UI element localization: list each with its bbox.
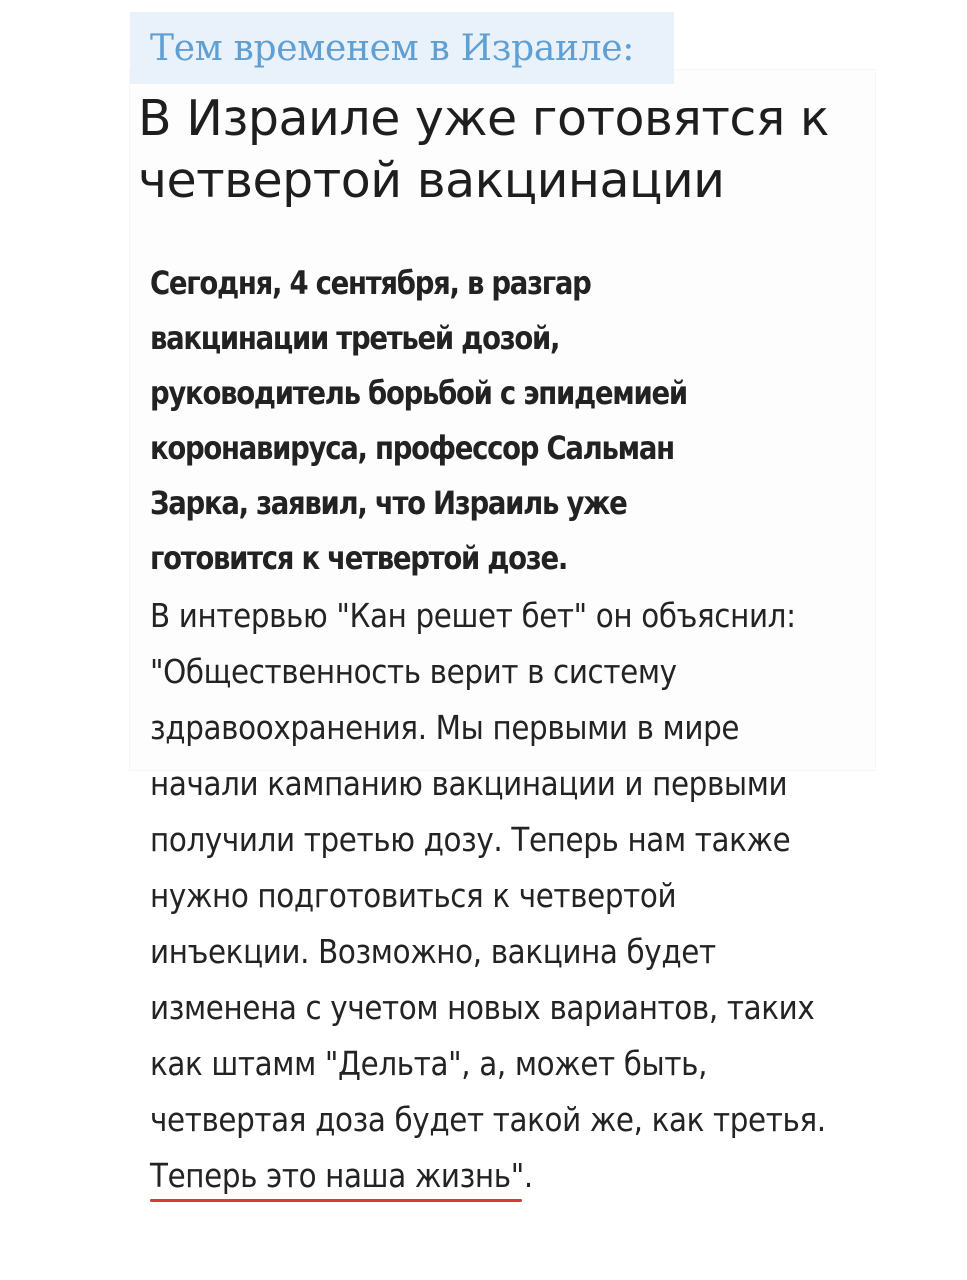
article-body-end: .: [523, 1156, 533, 1195]
article-lead: Сегодня, 4 сентября, в разгар вакцинации третьей дозой, руководитель борьбой с эпидемией коронавируса, профессор Сальман Зарка, заявил, что Израиль уже готовится к четвертой дозе.: [150, 264, 687, 577]
article-body: [150, 588, 844, 1204]
highlighted-quote: Теперь это наша жизнь": [150, 1156, 524, 1195]
kicker-label: Тем временем в Израиле:: [130, 12, 674, 84]
article-headline: В Израиле уже готовятся к четвертой вакцинации: [138, 90, 830, 209]
article-body-main: В интервью "Кан решет бет" он объяснил: "Общественность верит в систему здравоохранения. Мы первыми в мире начали кампанию вакцинации и первыми получили третью дозу. Теперь нам также нужно подготовиться к четвертой инъекции. Возможно, вакцина будет изменена с учетом новых вариантов, таких как штамм "Дельта", а, может быть, четвертая доза будет такой же, как третья.: [150, 596, 826, 1139]
